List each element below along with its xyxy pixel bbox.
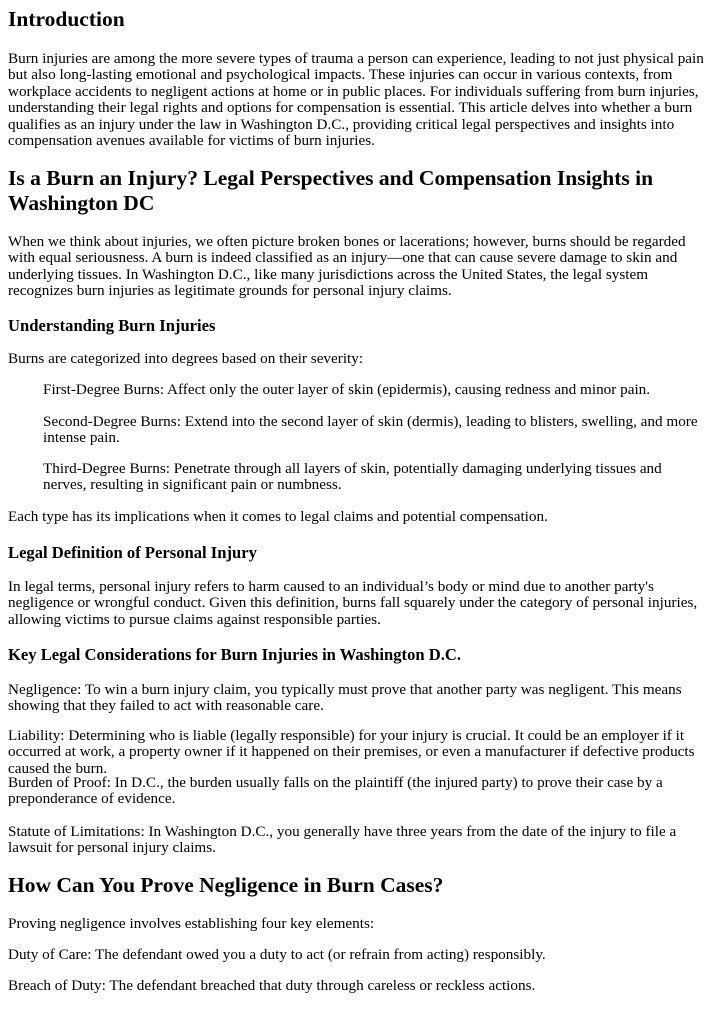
statute-of-limitations-paragraph: Statute of Limitations: In Washington D.C., you generally have three years from the date of the injury to file a lawsuit for personal injury claims.: [8, 823, 677, 857]
liability-paragraph: Liability: Determining who is liable (legally responsible) for your injury is crucial. It could be an employer if it occurred at work, a property owner if it happened on their premises, or even a manufacturer if defective products caused the burn.: [8, 727, 695, 777]
understanding-closing: Each type has its implications when it comes to legal claims and potential compensation.: [8, 508, 548, 525]
understanding-heading: Understanding Burn Injuries: [8, 316, 216, 335]
list-item-third-degree: Third-Degree Burns: Penetrate through all layers of skin, potentially damaging underlying tissues and nerves, resulting in significant pain or numbness.: [43, 460, 662, 494]
breach-of-duty-paragraph: Breach of Duty: The defendant breached that duty through careless or reckless actions.: [8, 977, 536, 994]
main-heading: Is a Burn an Injury? Legal Perspectives and Compensation Insights in Washington DC: [8, 166, 654, 215]
duty-of-care-paragraph: Duty of Care: The defendant owed you a duty to act (or refrain from acting) responsibly.: [8, 946, 546, 963]
main-paragraph: When we think about injuries, we often picture broken bones or lacerations; however, burns should be regarded with equal seriousness. A burn is indeed classified as an injury—one that can cause severe damage to skin and underlying tissues. In Washington D.C., like many jurisdictions across the United States, the legal system recognizes burn injuries as legitimate grounds for personal injury claims.: [8, 233, 686, 300]
prove-negligence-heading: How Can You Prove Negligence in Burn Cases?: [8, 873, 444, 897]
legal-definition-paragraph: In legal terms, personal injury refers to harm caused to an individual’s body or mind due to another party's negligence or wrongful conduct. Given this definition, burns fall squarely under the category of personal injuries, allowing victims to pursue claims against responsible parties.: [8, 578, 698, 628]
burden-of-proof-paragraph: Burden of Proof: In D.C., the burden usually falls on the plaintiff (the injured party) to prove their case by a preponderance of evidence.: [8, 774, 663, 808]
key-considerations-heading: Key Legal Considerations for Burn Injuries in Washington D.C.: [8, 645, 462, 664]
list-item-first-degree: First-Degree Burns: Affect only the outer layer of skin (epidermis), causing redness and minor pain.: [43, 381, 651, 398]
negligence-paragraph: Negligence: To win a burn injury claim, you typically must prove that another party was negligent. This means showing that they failed to act with reasonable care.: [8, 681, 682, 715]
list-item-second-degree: Second-Degree Burns: Extend into the second layer of skin (dermis), leading to blisters, swelling, and more intense pain.: [43, 413, 698, 447]
prove-negligence-intro: Proving negligence involves establishing four key elements:: [8, 915, 375, 932]
legal-definition-heading: Legal Definition of Personal Injury: [8, 543, 257, 562]
intro-paragraph: Burn injuries are among the more severe types of trauma a person can experience, leading to not just physical pain but also long-lasting emotional and psychological impacts. These injuries can occur in various contexts, from workplace accidents to negligent actions at home or in public places. For individuals suffering from burn injuries, understanding their legal rights and options for compensation is essential. This article delves into whether a burn qualifies as an injury under the law in Washington D.C., providing critical legal perspectives and insights into compensation avenues available for victims of burn injuries.: [8, 50, 704, 150]
intro-heading: Introduction: [8, 7, 125, 31]
understanding-intro: Burns are categorized into degrees based on their severity:: [8, 350, 364, 367]
